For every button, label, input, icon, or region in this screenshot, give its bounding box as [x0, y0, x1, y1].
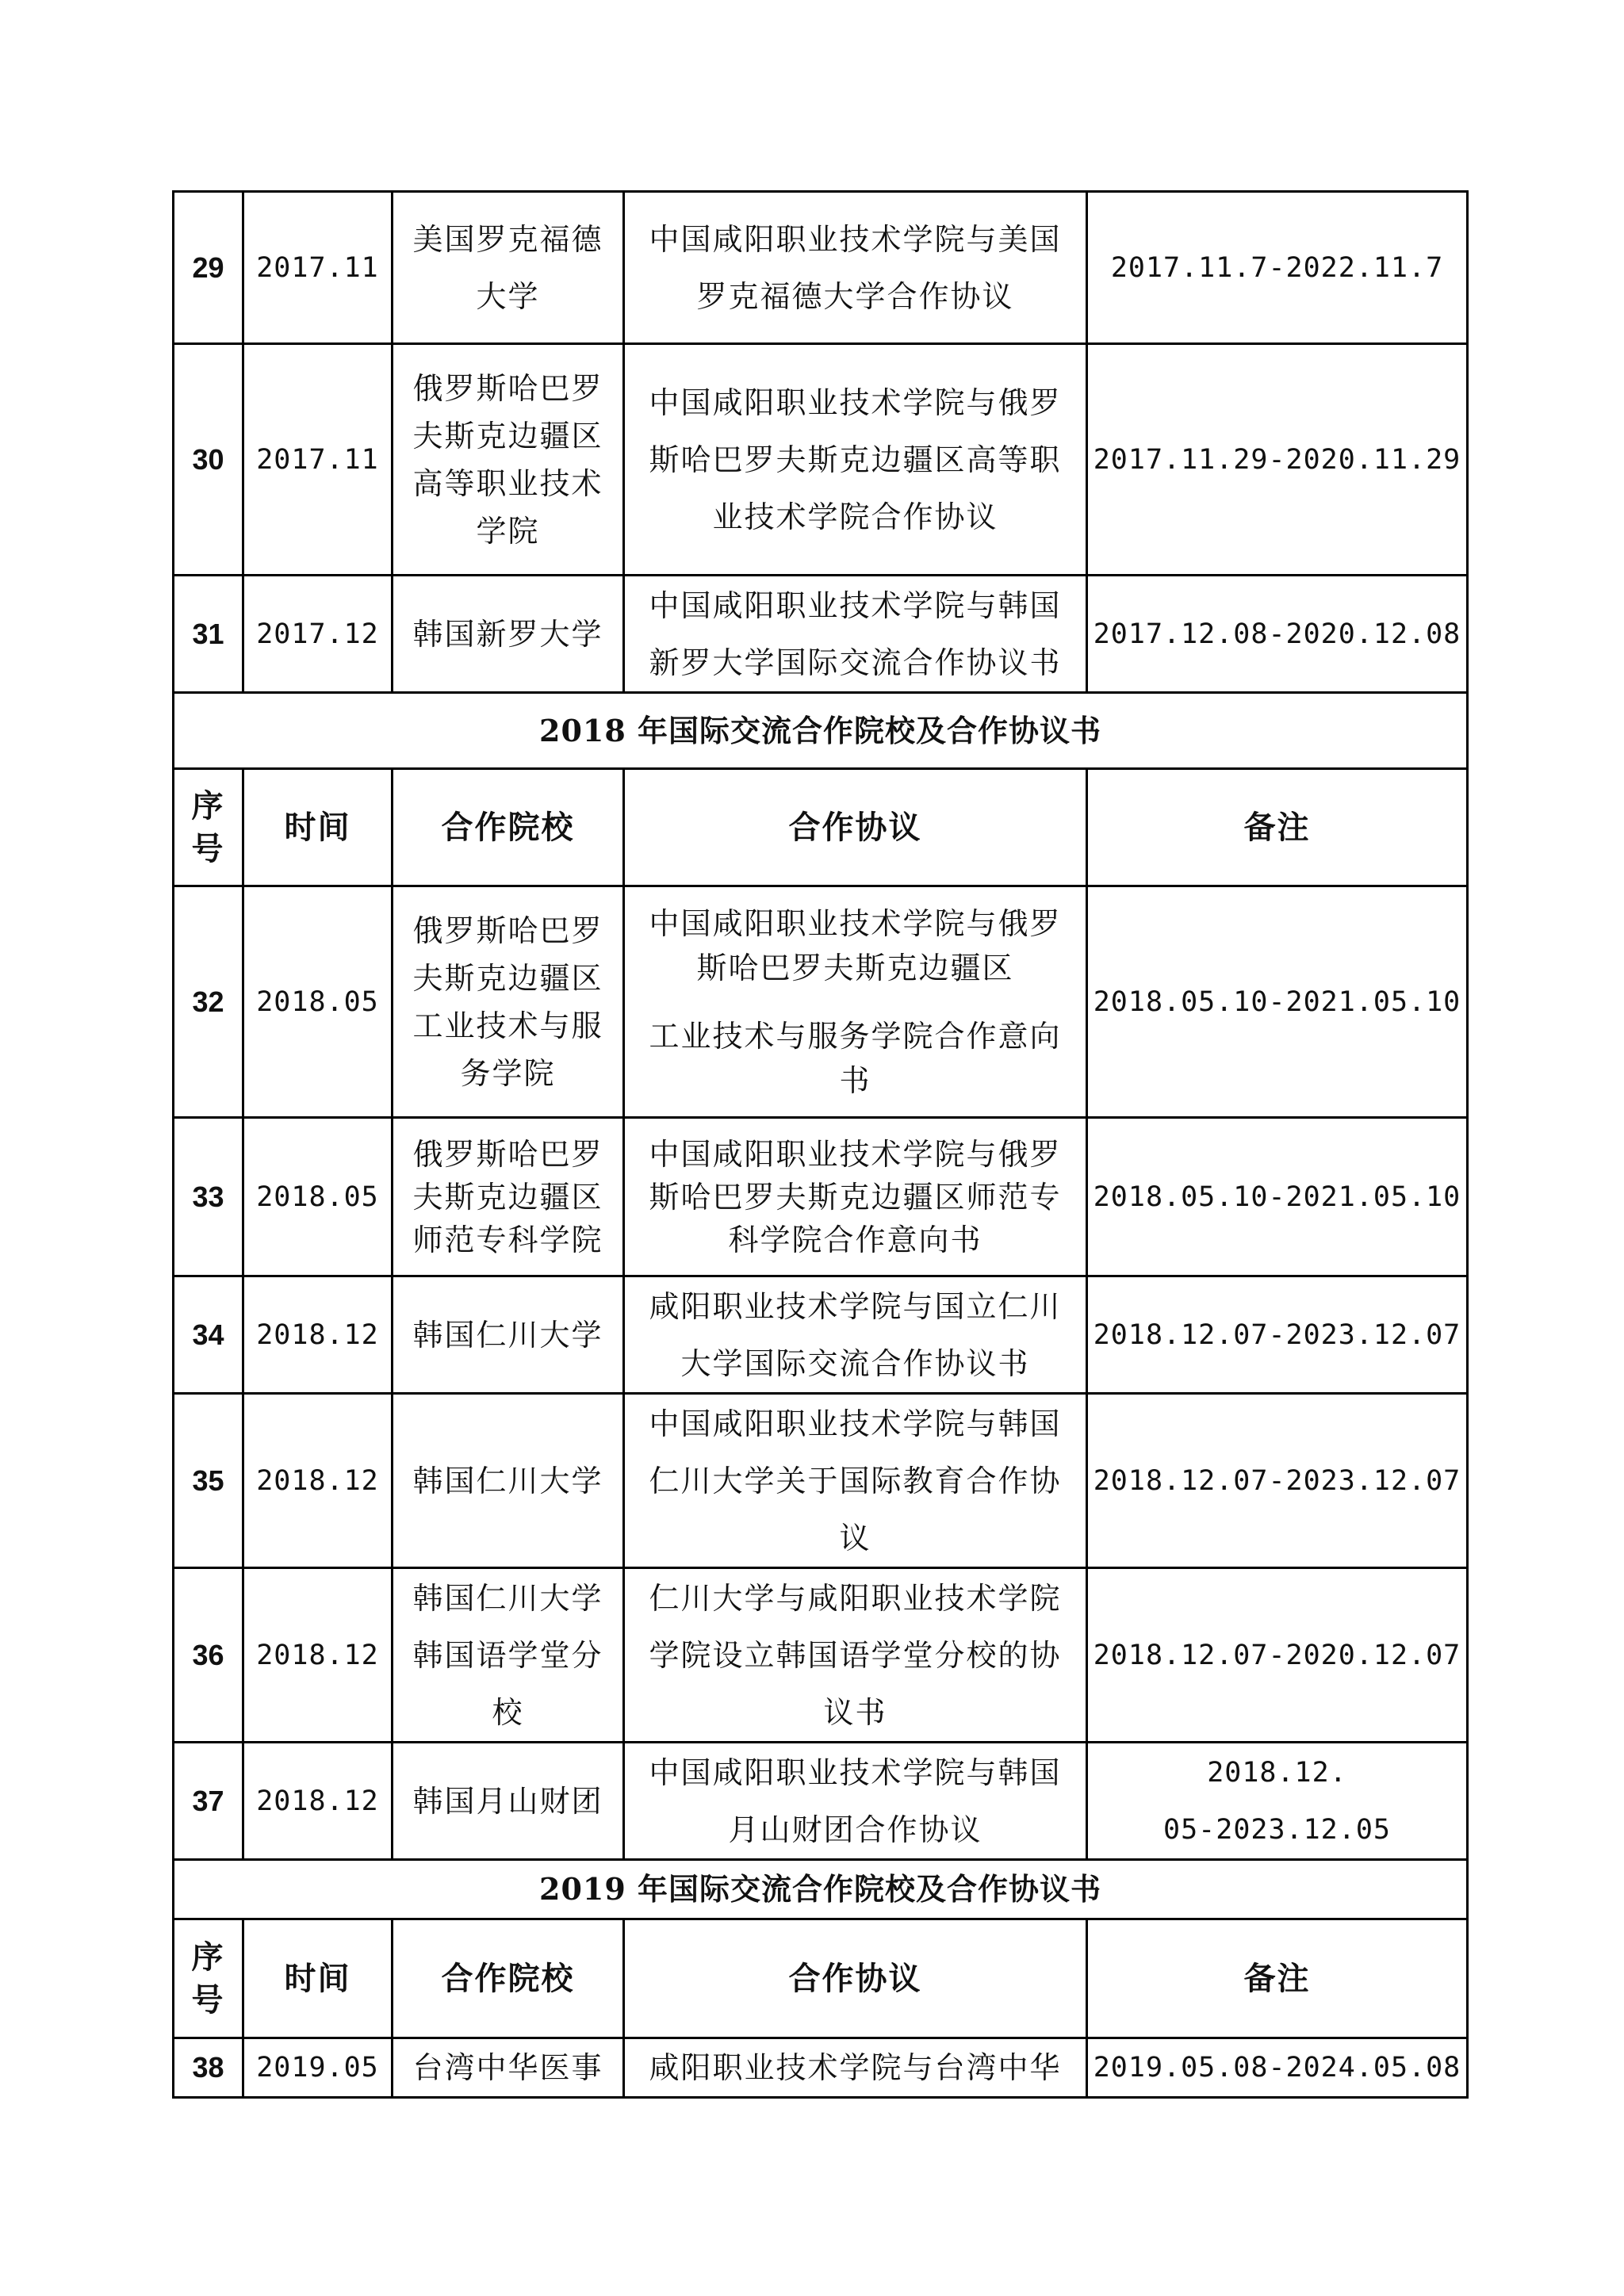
row-agreement — [624, 886, 1087, 1118]
row-time: 2018.05 — [243, 1118, 393, 1276]
row-time: 2017.11 — [243, 192, 393, 344]
row-seq: 37 — [174, 1743, 243, 1860]
row-seq: 33 — [174, 1118, 243, 1276]
row-seq: 31 — [174, 576, 243, 693]
row-seq: 34 — [174, 1276, 243, 1394]
table-row — [174, 2038, 1468, 2098]
note-line: 2018.12. — [1207, 1756, 1347, 1789]
row-note: 2017.12.08-2020.12.08 — [1087, 576, 1468, 693]
row-partner: 韩国仁川大学韩国语学堂分校 — [393, 1568, 624, 1743]
section-row-2018 — [174, 693, 1468, 769]
row-seq: 29 — [174, 192, 243, 344]
row-time: 2018.12 — [243, 1743, 393, 1860]
row-note: 2017.11.29-2020.11.29 — [1087, 344, 1468, 576]
header-row — [174, 1919, 1468, 2038]
row-note: 2017.11.7-2022.11.7 — [1087, 192, 1468, 344]
row-agreement: 中国咸阳职业技术学院与韩国仁川大学关于国际教育合作协议 — [624, 1394, 1087, 1568]
header-seq — [174, 769, 243, 886]
agreement-line: 中国咸阳职业技术学院与俄罗斯哈巴罗夫斯克边疆区 — [649, 905, 1062, 985]
row-time: 2017.12 — [243, 576, 393, 693]
row-agreement: 咸阳职业技术学院与台湾中华 — [624, 2038, 1087, 2098]
row-partner: 俄罗斯哈巴罗夫斯克边疆区工业技术与服务学院 — [393, 886, 624, 1118]
header-partner: 合作院校 — [393, 769, 624, 886]
table-row — [174, 344, 1468, 576]
row-agreement: 中国咸阳职业技术学院与韩国新罗大学国际交流合作协议书 — [624, 576, 1087, 693]
row-note: 2018.05.10-2021.05.10 — [1087, 1118, 1468, 1276]
row-partner: 韩国月山财团 — [393, 1743, 624, 1860]
row-note: 2018.12.07-2023.12.07 — [1087, 1394, 1468, 1568]
row-agreement: 中国咸阳职业技术学院与俄罗斯哈巴罗夫斯克边疆区高等职业技术学院合作协议 — [624, 344, 1087, 576]
row-partner: 韩国仁川大学 — [393, 1276, 624, 1394]
table-row — [174, 576, 1468, 693]
header-note: 备注 — [1087, 769, 1468, 886]
header-seq-char: 序 — [191, 786, 225, 825]
row-agreement: 中国咸阳职业技术学院与美国罗克福德大学合作协议 — [624, 192, 1087, 344]
row-partner: 美国罗克福德大学 — [393, 192, 624, 344]
row-seq: 36 — [174, 1568, 243, 1743]
header-agreement: 合作协议 — [624, 769, 1087, 886]
header-agreement: 合作协议 — [624, 1919, 1087, 2038]
header-time: 时间 — [243, 1919, 393, 2038]
row-seq: 30 — [174, 344, 243, 576]
header-seq — [174, 1919, 243, 2038]
row-time: 2018.05 — [243, 886, 393, 1118]
table-row — [174, 1568, 1468, 1743]
table-row — [174, 1394, 1468, 1568]
table-row — [174, 1276, 1468, 1394]
row-seq: 32 — [174, 886, 243, 1118]
agreement-line: 工业技术与服务学院合作意向书 — [649, 1018, 1062, 1098]
row-note: 2019.05.08-2024.05.08 — [1087, 2038, 1468, 2098]
row-note — [1087, 1743, 1468, 1860]
header-seq-char: 序 — [191, 1938, 225, 1976]
table-row — [174, 886, 1468, 1118]
document-page — [172, 190, 1466, 2134]
row-agreement: 中国咸阳职业技术学院与俄罗斯哈巴罗夫斯克边疆区师范专科学院合作意向书 — [624, 1118, 1087, 1276]
row-time: 2018.12 — [243, 1568, 393, 1743]
section-title-2019: 2019 年国际交流合作院校及合作协议书 — [174, 1860, 1468, 1919]
table-row — [174, 1118, 1468, 1276]
table-row — [174, 192, 1468, 344]
row-partner: 台湾中华医事 — [393, 2038, 624, 2098]
row-time: 2018.12 — [243, 1276, 393, 1394]
cooperation-table — [172, 190, 1469, 2099]
row-time: 2017.11 — [243, 344, 393, 576]
row-seq: 35 — [174, 1394, 243, 1568]
row-note: 2018.12.07-2020.12.07 — [1087, 1568, 1468, 1743]
row-time: 2018.12 — [243, 1394, 393, 1568]
row-agreement: 咸阳职业技术学院与国立仁川大学国际交流合作协议书 — [624, 1276, 1087, 1394]
row-agreement: 中国咸阳职业技术学院与韩国月山财团合作协议 — [624, 1743, 1087, 1860]
row-note: 2018.12.07-2023.12.07 — [1087, 1276, 1468, 1394]
row-partner: 韩国新罗大学 — [393, 576, 624, 693]
header-time: 时间 — [243, 769, 393, 886]
header-note: 备注 — [1087, 1919, 1468, 2038]
row-agreement: 仁川大学与咸阳职业技术学院学院设立韩国语学堂分校的协议书 — [624, 1568, 1087, 1743]
header-row — [174, 769, 1468, 886]
table-row — [174, 1743, 1468, 1860]
row-note: 2018.05.10-2021.05.10 — [1087, 886, 1468, 1118]
note-line: 05-2023.12.05 — [1163, 1813, 1391, 1846]
header-seq-char: 号 — [191, 1980, 225, 2019]
row-partner: 韩国仁川大学 — [393, 1394, 624, 1568]
header-seq-char: 号 — [191, 829, 225, 867]
section-row-2019 — [174, 1860, 1468, 1919]
row-partner: 俄罗斯哈巴罗夫斯克边疆区师范专科学院 — [393, 1118, 624, 1276]
row-seq: 38 — [174, 2038, 243, 2098]
row-time: 2019.05 — [243, 2038, 393, 2098]
header-partner: 合作院校 — [393, 1919, 624, 2038]
row-partner: 俄罗斯哈巴罗夫斯克边疆区高等职业技术学院 — [393, 344, 624, 576]
section-title-2018: 2018 年国际交流合作院校及合作协议书 — [174, 693, 1468, 769]
